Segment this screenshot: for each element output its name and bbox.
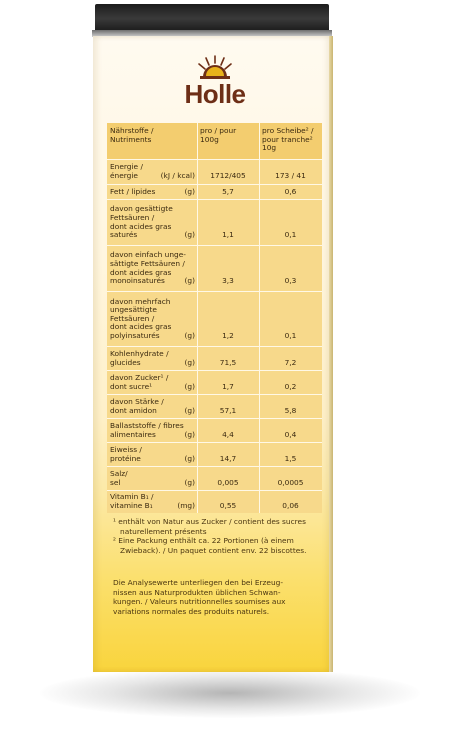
nutrient-unit: (g) [184,429,195,439]
per-slice-cell [259,395,322,418]
per-slice-cell [259,246,322,291]
table-header-text: pour tranche² [262,134,313,144]
nutrient-label: davon mehrfach [110,296,171,306]
table-row [107,160,322,184]
table-row [107,371,322,394]
value-per-slice: 173 / 41 [275,171,306,180]
nutrient-label: dont acides gras [110,221,172,231]
nutrient-unit: (g) [184,186,195,196]
nutrient-label: Kohlenhydrate / [110,348,169,358]
brand-wordmark: Holle [184,79,246,109]
nutrient-label: Fettsäuren / [110,313,155,323]
nutrient-cell [107,419,197,442]
value-per-100g: 57,1 [219,405,237,415]
value-per-100g: 1,2 [222,330,234,340]
nutrient-label: dont amidon [110,405,157,415]
value-per-100g: 0,55 [219,501,237,510]
per-100g-cell [197,491,259,513]
nutrient-label: Energie / [110,162,143,172]
nutrient-label: Vitamin B₁ / [110,492,154,502]
per-100g-cell [197,200,259,245]
nutrient-label: ungesättigte [110,305,157,315]
table-header-cell [259,123,322,159]
analysis-notice [113,578,325,616]
package-panel-edge [329,36,333,672]
table-column-divider [259,123,260,513]
value-per-slice: 0,6 [284,186,297,196]
nutrient-label: protéine [110,453,141,463]
table-row [107,443,322,466]
value-per-100g: 1,7 [222,381,234,391]
table-row [107,200,322,245]
nutrient-label: davon Zucker¹ / [110,372,169,382]
table-row [107,467,322,490]
value-per-100g: 1712/405 [210,171,246,180]
nutrient-cell [107,491,197,513]
nutrient-unit: (g) [184,230,195,240]
table-row [107,292,322,346]
table-header-text: 100g [200,134,219,144]
per-slice-cell [259,443,322,466]
per-slice-cell [259,200,322,245]
nutrient-label: saturés [110,230,138,240]
value-per-slice: 0,2 [284,381,297,391]
notice-line: nissen aus Naturprodukten üblichen Schwan- [113,587,281,597]
sun-wheat-icon [170,55,260,81]
value-per-100g: 4,4 [222,429,234,439]
nutrient-unit: (g) [184,477,195,487]
nutrient-unit: (kJ / kcal) [160,171,195,180]
table-column-divider [197,123,198,513]
value-per-100g: 1,1 [222,230,234,240]
value-per-slice: 0,4 [284,429,297,439]
value-per-100g: 71,5 [219,357,237,367]
nutrient-label: sel [110,477,121,487]
nutrient-label: dont acides gras [110,267,172,277]
per-100g-cell [197,185,259,199]
table-header-cell [197,123,259,159]
per-100g-cell [197,467,259,490]
nutrient-cell [107,246,197,291]
nutrient-label: Ballaststoffe / fibres [110,420,184,430]
nutrition-table [107,123,322,513]
nutrient-label: davon Stärke / [110,396,164,406]
nutrient-label: davon einfach unge- [110,250,186,260]
nutrient-cell [107,467,197,490]
product-shadow [40,668,420,718]
value-per-slice: 1,5 [284,453,297,463]
table-row [107,185,322,199]
nutrient-label: énergie [110,171,138,180]
value-per-100g: 3,3 [222,276,234,286]
nutrient-label: alimentaires [110,429,156,439]
value-per-slice: 0,3 [284,276,297,286]
table-header-cell [107,123,197,159]
value-per-slice: 0,1 [284,330,297,340]
value-per-100g: 5,7 [222,186,234,196]
nutrient-cell [107,292,197,346]
nutrient-label: Fettsäuren / [110,212,155,222]
notice-line: kungen. / Valeurs nutritionnelles soumises aux [113,597,286,606]
per-100g-cell [197,160,259,184]
table-header-text: pro Scheibe² / [262,126,314,135]
per-100g-cell [197,419,259,442]
notice-line: variations normales des produits naturels. [113,606,270,616]
per-100g-cell [197,292,259,346]
nutrient-cell [107,185,197,199]
per-slice-cell [259,371,322,394]
value-per-100g: 0,005 [217,477,239,487]
per-slice-cell [259,292,322,346]
nutrient-label: Fett / lipides [110,186,156,196]
value-per-slice: 0,1 [284,230,297,240]
table-row [107,491,322,513]
nutrient-cell [107,200,197,245]
footnote-line: ² Eine Packung enthält ca. 22 Portionen (à einem [113,536,294,545]
nutrient-unit: (mg) [177,501,195,510]
nutrient-label: dont sucre¹ [110,381,153,391]
nutrient-cell [107,160,197,184]
table-row [107,347,322,370]
table-row [107,246,322,291]
per-slice-cell [259,347,322,370]
nutrient-label: vitamine B₁ [110,501,153,510]
table-header-text: Nutriments [110,134,152,144]
value-per-100g: 14,7 [219,453,237,463]
nutrient-label: polyinsaturés [110,330,160,340]
per-slice-cell [259,491,322,513]
notice-line: Die Analysewerte unterliegen den bei Erzeug- [113,578,284,587]
value-per-slice: 5,8 [284,405,297,415]
table-header-text: Nährstoffe / [110,126,154,135]
per-100g-cell [197,246,259,291]
per-slice-cell [259,160,322,184]
value-per-slice: 7,2 [284,357,297,367]
per-100g-cell [197,347,259,370]
table-row [107,419,322,442]
per-100g-cell [197,371,259,394]
nutrient-label: glucides [110,357,141,367]
footnote-line: naturellement présents [113,526,207,536]
nutrient-unit: (g) [184,405,195,415]
nutrient-cell [107,443,197,466]
nutrient-label: dont acides gras [110,322,172,332]
holle-logo [170,55,260,110]
per-100g-cell [197,395,259,418]
footnote-line: Zwieback). / Un paquet contient env. 22 biscottes. [113,545,307,555]
nutrient-unit: (g) [184,330,195,340]
value-per-slice: 0,06 [282,501,299,510]
nutrient-unit: (g) [184,453,195,463]
footnote-line: ¹ enthält von Natur aus Zucker / contient des sucres [113,517,306,526]
nutrient-label: davon gesättigte [110,204,173,214]
table-header-text: pro / pour [200,126,237,135]
per-100g-cell [197,443,259,466]
nutrient-label: Salz/ [110,468,128,478]
nutrient-unit: (g) [184,357,195,367]
nutrient-cell [107,347,197,370]
per-slice-cell [259,185,322,199]
nutrient-label: Eiweiss / [110,444,142,454]
table-header-text: 10g [262,143,277,153]
nutrient-unit: (g) [184,276,195,286]
nutrient-cell [107,371,197,394]
table-row [107,395,322,418]
value-per-slice: 0,0005 [277,477,304,487]
per-slice-cell [259,467,322,490]
per-slice-cell [259,419,322,442]
footnotes [113,517,325,555]
nutrient-label: sättigte Fettsäuren / [110,258,185,268]
nutrient-label: monoinsaturés [110,276,165,286]
nutrient-unit: (g) [184,381,195,391]
nutrient-cell [107,395,197,418]
